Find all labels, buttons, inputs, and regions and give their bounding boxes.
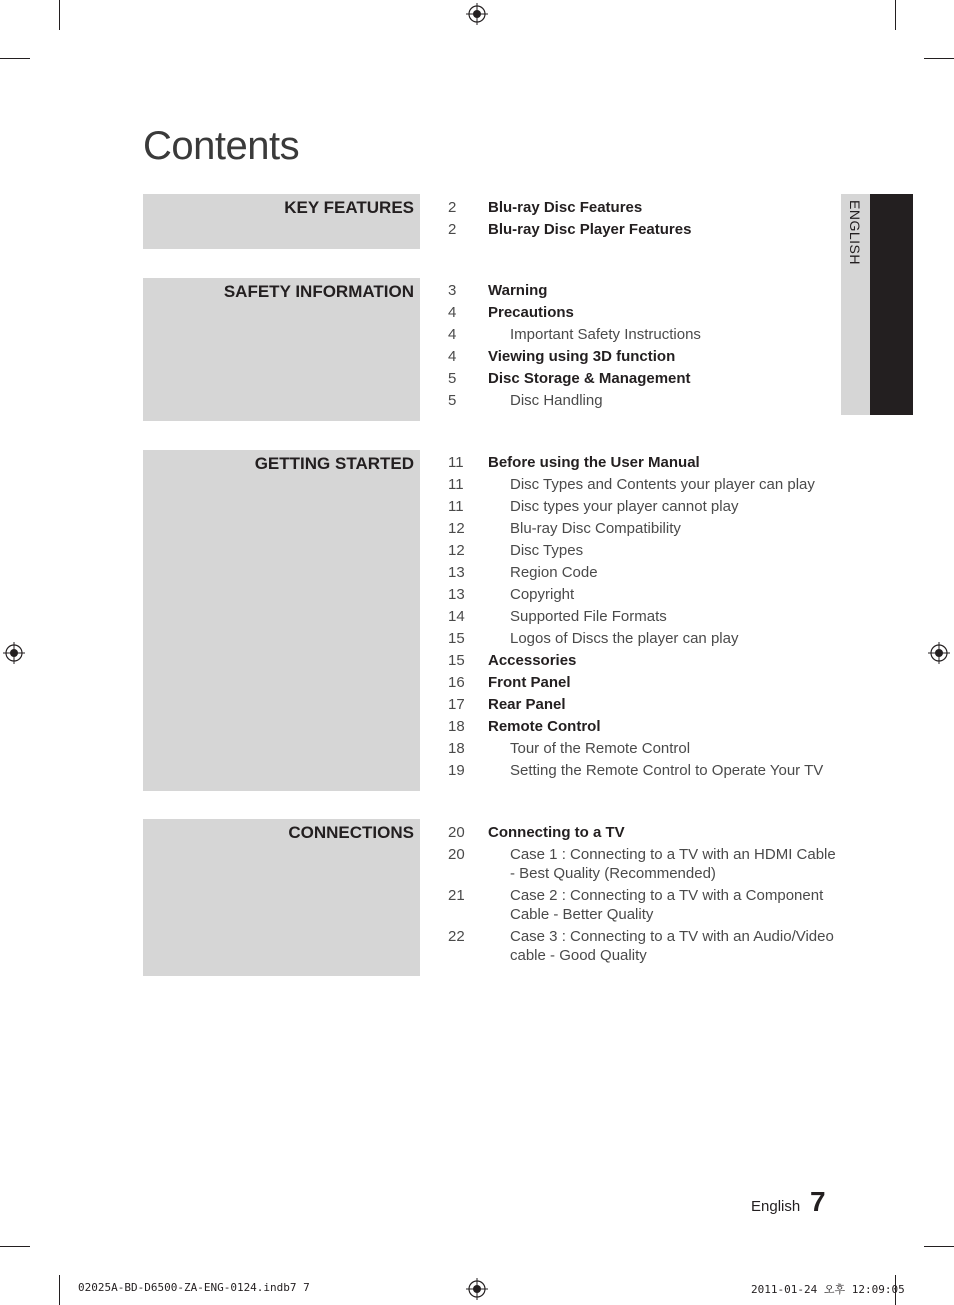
toc-entry-title: Front Panel xyxy=(488,674,571,691)
toc-entry-title: Logos of Discs the player can play xyxy=(510,630,739,647)
toc-page-number: 19 xyxy=(448,762,465,779)
registration-target-icon xyxy=(466,3,488,25)
toc-entry-title: Accessories xyxy=(488,652,577,669)
toc-page-number: 2 xyxy=(448,199,457,216)
crop-mark xyxy=(0,58,30,59)
language-tab-label: ENGLISH xyxy=(847,200,863,265)
toc-entry-title: Region Code xyxy=(510,564,598,581)
toc-page-number: 11 xyxy=(448,498,464,515)
toc-entry-title: Remote Control xyxy=(488,718,601,735)
toc-entry-title: Disc Types and Contents your player can play xyxy=(510,476,815,493)
toc-page-number: 15 xyxy=(448,630,465,647)
toc-entry-title: Before using the User Manual xyxy=(488,454,700,471)
toc-entry-title: Blu-ray Disc Compatibility xyxy=(510,520,681,537)
toc-page-number: 5 xyxy=(448,392,457,409)
toc-page-number: 18 xyxy=(448,718,465,735)
toc-entry-title: Setting the Remote Control to Operate Your TV xyxy=(510,762,824,779)
toc-page-number: 17 xyxy=(448,696,465,713)
toc-entry-title: Disc Handling xyxy=(510,392,603,409)
toc-entry-title: Blu-ray Disc Features xyxy=(488,199,643,216)
toc-entry-title: Case 1 : Connecting to a TV with an HDMI Cable xyxy=(510,846,836,863)
toc-entry-title: Case 3 : Connecting to a TV with an Audio/Video xyxy=(510,928,834,945)
toc-page-number: 13 xyxy=(448,586,465,603)
footer-page-number: 7 xyxy=(810,1186,826,1217)
crop-mark xyxy=(924,58,954,59)
toc-page-number: 4 xyxy=(448,304,457,321)
toc-entry-title: Precautions xyxy=(488,304,574,321)
crop-mark xyxy=(924,1246,954,1247)
section-label: KEY FEATURES xyxy=(284,198,414,217)
registration-target-icon xyxy=(466,1278,488,1300)
section-box-getting-started xyxy=(143,450,420,791)
toc-page-number: 15 xyxy=(448,652,465,669)
toc-entry-title: Disc Storage & Management xyxy=(488,370,691,387)
toc-entry-title-continued: Cable - Better Quality xyxy=(510,906,654,923)
print-slug-file: 02025A-BD-D6500-ZA-ENG-0124.indb7 7 xyxy=(78,1281,310,1294)
toc-page-number: 3 xyxy=(448,282,457,299)
print-slug-datetime: 2011-01-24 오후 12:09:05 xyxy=(751,1283,905,1296)
toc-entry-title: Viewing using 3D function xyxy=(488,348,676,365)
toc-entry-title: Important Safety Instructions xyxy=(510,326,701,343)
section-box-safety-information xyxy=(143,278,420,421)
toc-page-number: 18 xyxy=(448,740,465,757)
language-tab xyxy=(841,194,913,415)
toc-page-number: 16 xyxy=(448,674,465,691)
toc-page-number: 12 xyxy=(448,542,465,559)
toc-entry-title: Case 2 : Connecting to a TV with a Component xyxy=(510,887,824,904)
language-tab-bar xyxy=(870,194,913,415)
toc-page-number: 14 xyxy=(448,608,465,625)
section-box-key-features xyxy=(143,194,420,249)
toc-page-number: 5 xyxy=(448,370,457,387)
toc-page-number: 20 xyxy=(448,824,465,841)
toc-entry-title: Rear Panel xyxy=(488,696,566,713)
toc-page-number: 4 xyxy=(448,326,457,343)
toc-page-number: 20 xyxy=(448,846,465,863)
section-box-connections xyxy=(143,819,420,976)
section-label: SAFETY INFORMATION xyxy=(223,282,414,301)
toc-entry-title: Warning xyxy=(488,282,548,299)
toc-entry-title-continued: cable - Good Quality xyxy=(510,947,647,964)
toc-page-number: 12 xyxy=(448,520,465,537)
crop-mark xyxy=(59,1275,60,1305)
footer-language: English xyxy=(751,1198,801,1215)
crop-mark xyxy=(895,0,896,30)
toc-entry-title: Copyright xyxy=(510,586,575,603)
toc-entry-title: Tour of the Remote Control xyxy=(510,740,691,757)
toc-page-number: 11 xyxy=(448,454,464,471)
crop-mark xyxy=(59,0,60,30)
toc-entry-title: Supported File Formats xyxy=(510,608,667,625)
registration-target-icon xyxy=(928,642,950,664)
toc-page-number: 11 xyxy=(448,476,464,493)
toc-page-number: 2 xyxy=(448,221,457,238)
toc-entry-title: Blu-ray Disc Player Features xyxy=(488,221,692,238)
crop-mark xyxy=(0,1246,30,1247)
toc-entry-title-continued: - Best Quality (Recommended) xyxy=(510,865,716,882)
section-label: GETTING STARTED xyxy=(254,454,414,473)
toc-entry-title: Connecting to a TV xyxy=(488,824,625,841)
toc-entry-title: Disc Types xyxy=(510,542,584,559)
registration-target-icon xyxy=(3,642,25,664)
page-title: Contents xyxy=(143,124,300,168)
toc-page-number: 21 xyxy=(448,887,465,904)
section-label: CONNECTIONS xyxy=(288,823,414,842)
toc-page-number: 4 xyxy=(448,348,457,365)
toc-entry-title: Disc types your player cannot play xyxy=(510,498,739,515)
toc-page-number: 22 xyxy=(448,928,465,945)
toc-page-number: 13 xyxy=(448,564,465,581)
